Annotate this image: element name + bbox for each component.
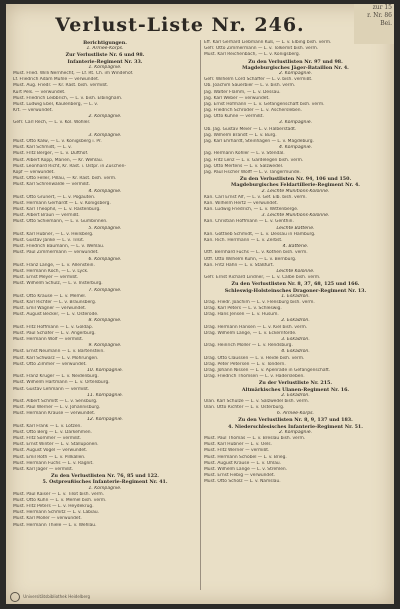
subsection-heading: 3. Eskadron. — [281, 337, 310, 342]
subsection-heading: 1. Kompagnie. — [88, 64, 122, 70]
casualty-entry: Must. Franz Lange, — L. v. Allenstein. — [13, 262, 95, 268]
section-heading: Zur Verlustliste Nr. 6 und 98. — [65, 52, 145, 59]
casualty-entry: Must. Wilhelm Schulz, — L. v. Insterburg. — [13, 281, 103, 287]
casualty-entry: Gefr. Ernst Richard Lindner, — L. v. Calbe bish. verm. — [204, 275, 321, 281]
subsection-heading: 2. Kompagnie. — [278, 429, 313, 435]
casualty-entry: Must. Otto Krause — L. v. Memel. — [13, 293, 87, 299]
casualty-entry: Must. Otto Zimmer — verwundet. — [13, 361, 87, 367]
casualty-entry: Must. Karl Möller — verwundet. — [13, 516, 82, 522]
casualty-entry: Must. Otto Scholz — L. v. Namslau. — [204, 479, 281, 485]
casualty-entry: Must. Emil Wagner — verwundet. — [13, 306, 87, 312]
left-column — [10, 40, 200, 590]
casualty-entry: Kurt Pels. — verwundet. — [13, 89, 66, 95]
subsection-heading: 6. Armee-Korps. — [277, 411, 314, 417]
casualty-entry: Kan. Rich. Herrmann — L. v. Zerbst. — [204, 238, 283, 243]
section-heading: Altmärkisches Ulanen-Regiment Nr. 16. — [241, 386, 350, 393]
subsection-heading: 12. Kompagnie. — [86, 417, 124, 423]
subsection-heading: 4. Kompagnie. — [88, 188, 122, 194]
casualty-entry: Must. Wilhelm Lange — L. v. Strehlen. — [204, 466, 288, 472]
casualty-entry: Must. August Krause — L. v. Ohlau. — [204, 460, 282, 466]
columns — [10, 40, 390, 590]
casualty-entry: Must. Paul Schäfer — L. v. Angerburg. — [13, 330, 96, 336]
casualty-entry: Ulan. Karl Schulze — L. v. Salzwedel bish. verm. — [204, 398, 310, 404]
casualty-entry: Must. Hermann Fuchs — L. v. Ragnit. — [13, 460, 94, 466]
casualty-entry: Must. Otto Schiemann, — L. v. Gumbinnen. — [13, 219, 108, 225]
casualty-entry: Must. Karl Schrenwalde — vermißt. — [13, 182, 91, 188]
casualty-entry: Must. August Becker, — L. v. Osterode. — [13, 312, 99, 318]
casualty-entry: Must. Karl Schwarz — L. v. Mohrungen. — [13, 355, 99, 361]
casualty-entry: Must. Karl Jäger — vermißt. — [13, 466, 74, 472]
casualty-entry: Must. Otto Berg — L. v. Darkehmen. — [13, 429, 92, 435]
casualty-entry: Kan. Ludwig Friedrich, — L. v. Wittenberge. — [204, 207, 299, 213]
casualty-entry: Ob. Joachim Sauerbier — L. v. bish. verm. — [204, 83, 296, 89]
casualty-entry: Jäg. Friedrich Schröder — L. v. Aschersleben. — [204, 108, 302, 114]
section-heading: 4. Niederschlesisches Infanterie-Regiment Nr. 51. — [228, 423, 363, 430]
casualty-entry: Must. Ernst Neumann — L. v. Bartenstein. — [13, 349, 105, 355]
casualty-entry: Ob. Jäg. Gustav Meier — L. v. Halberstadt. — [204, 126, 297, 132]
casualty-entry: Must. Friedrich Baumann, — L. v. Wehlau. — [13, 244, 105, 250]
casualty-entry: Kan. Carl Ernst Alf, — L. v. Gef. Elb. bish. verm. — [204, 194, 307, 200]
casualty-entry: Drag. Hans Jensen — L. v. Husum. — [204, 312, 279, 318]
subsection-heading: 2. Kompagnie. — [278, 70, 313, 76]
casualty-entry: Utff. Otto Wilhelm Kühn, — L. v. Bernburg. — [204, 256, 297, 262]
section-heading: Zu der Verlustliste Nr. 215. — [258, 380, 333, 387]
casualty-entry: Lf. Friedrich Adam Mühle — verwundet. — [13, 77, 100, 83]
casualty-entry: Kan. Gottlieb Schmidt, — L. v. Dessau in Hamburg. — [204, 231, 316, 237]
casualty-entry: Must. Hermann Koch, — L. v. Lyck. — [13, 268, 89, 274]
library-footer — [10, 592, 90, 602]
newspaper-page — [6, 4, 394, 604]
casualty-entry: Must. Karl Richter — L. v. Braunsberg. — [13, 299, 97, 305]
subsection-heading: 7. Kompagnie. — [88, 287, 122, 293]
casualty-entry: Must. Hermann Schöbel — L. v. Brieg. — [204, 454, 287, 460]
casualty-entry: Gefr. Otto Zimmermann — L. v. Tolkemit bish. verm. — [204, 46, 319, 52]
casualty-entry: Must. Fritz Werner — vermißt. — [204, 448, 270, 454]
subsection-heading: 2. Leichte Munitions-Kolonne. — [261, 188, 330, 194]
casualty-entry: Must. Aug. Friedr. — Kr. Rast. bish. vermißt. — [13, 83, 109, 89]
section-heading: Infanterie-Regiment Nr. 33. — [67, 58, 143, 65]
casualty-entry: Must. Karl Theophil, — L. v. Rastenburg. — [13, 207, 101, 213]
casualty-entry: Must. Otto Kalw, — L. v. Königsberg i. Pr. — [13, 139, 102, 144]
section-heading: Zu den Verlustlisten Nr. 8, 9, 137 und 183. — [238, 417, 353, 424]
casualty-entry: Must. Hermann Krause — verwundet. — [13, 411, 96, 417]
casualty-entry: Must. Paul Werner — L. v. Johannisburg. — [13, 405, 101, 411]
casualty-entry: Must. Karl Schmidt, — L. v. — [13, 145, 72, 151]
casualty-entry: Kan. Wilhelm Hertz — verwundet. — [204, 200, 279, 206]
casualty-entry: Must. Otto Grünert, — L. v. Pogauten. — [13, 194, 96, 200]
subsection-heading: 3. Kompagnie. — [88, 132, 122, 138]
casualty-entry: Must. Emil Roth — L. v. Pillkallen. — [13, 454, 86, 460]
section-heading: Berichtigungen. — [83, 40, 127, 46]
casualty-entry: Drag. Peter Petersen — L. v. Tondern. — [204, 361, 286, 367]
casualty-entry: Must. Fritz Hoffmann — L. v. Goldap. — [13, 324, 94, 330]
casualty-entry: Drag. Karl Peters — L. v. Schleswig. — [204, 306, 282, 312]
subsection-heading: 4. Batterie. — [282, 244, 309, 250]
casualty-entry: Must. Ludwig Ebel, Kaulenberg, — L. v. — [13, 101, 99, 107]
subsection-heading: 11. Kompagnie. — [86, 392, 124, 398]
right-column — [200, 40, 390, 590]
subsection-heading: 4. Eskadron. — [281, 349, 310, 355]
subsection-heading: 2. Kompagnie. — [88, 114, 122, 120]
library-logo-icon — [10, 592, 20, 602]
casualty-entry: Must. Wilhelm Hartmann — L. v. Ortelsburg. — [13, 380, 110, 386]
section-heading: Zu den Verlustlisten Nr. 8, 37, 68, 125 und 166. — [231, 281, 360, 288]
section-heading: Magdeburgisches Feldartillerie-Regiment Nr. 4. — [231, 182, 360, 189]
subsection-heading: 1. Kompagnie. — [88, 485, 122, 491]
section-heading: Zu den Verlustlisten Nr. 76, 85 und 122. — [51, 473, 159, 480]
casualty-entry: Must. Otto Feller, Pillau, — Kr. Rast. bish. verm. — [13, 176, 117, 182]
casualty-entry: Must. Fritz Sommer — vermißt. — [13, 436, 82, 441]
casualty-entry: Must. Fritz Berger, — L. v. Dufthof. — [13, 151, 89, 157]
casualty-entry: Must. Karl Hübner — L. v. Oels. — [204, 442, 272, 448]
corner-line-1: zur 15 — [372, 4, 392, 11]
casualty-entry: Jäg. Otto Kühne — vermißt. — [204, 114, 264, 120]
casualty-entry: Must. Gustav Janke — L. v. Tilsit. — [13, 238, 85, 243]
casualty-entry: Eff. Karl Gerhard Liebmann Kuß, — L. v. Elbing bish. verm. — [204, 40, 332, 45]
casualty-entry: Jäg. Hermann Köhler — L. v. Stendal. — [204, 151, 285, 157]
casualty-entry: Drag. Friedrich Thomsen — L. v. Hadersleben. — [204, 374, 305, 380]
casualty-entry: Jäg. Paul Fischer Wolff — L. v. Tangermünde. — [204, 169, 301, 175]
casualty-entry: Must. Gustav Lehmann — vermißt. — [13, 386, 90, 392]
casualty-entry: Drag. Friedr. Joachim — L. v. Flensburg bish. verm. — [204, 299, 315, 305]
subsection-heading: 1. Eskadron. — [281, 293, 310, 299]
casualty-entry: Must. Paul Thomas — L. v. Breslau bish. verm. — [204, 436, 306, 441]
subsection-heading: 9. Kompagnie. — [88, 343, 122, 349]
casualty-entry: Must. Karl Frank — L. v. Lötzen. — [13, 423, 82, 429]
subsection-heading: Leichte Kolonne. — [276, 268, 315, 274]
casualty-entry: Must. Fritz Peters — L. v. Heydekrug. — [13, 504, 94, 510]
section-heading: Magdeburgisches Jäger-Bataillon Nr. 4. — [242, 64, 349, 71]
casualty-entry: Jäg. Otto Mertens — L. v. Salzwedel. — [204, 163, 284, 169]
casualty-entry: Must. Hermann Schmitz — L. v. Labiau. — [13, 510, 100, 516]
casualty-entry: Must. Karl Hübner, — L. v. Heilsberg. — [13, 231, 94, 237]
subsection-heading: 8. Kompagnie. — [88, 318, 122, 324]
casualty-entry: Must. Leonhard Richt, Kr. Rast. i. Ostpr. in Zuschen- — [13, 163, 126, 169]
casualty-entry: Must. Franz Krüger — L. v. Neidenburg. — [13, 374, 99, 380]
casualty-entry: Must. Friedrich Leibbrich, — L. v. bish. Elbingham. — [13, 95, 123, 101]
subsection-heading: 4. Kompagnie. — [278, 145, 313, 151]
casualty-entry: Must. Albert Braun — vermißt. — [13, 213, 80, 219]
casualty-entry: Ulan. Otto Richter — L. v. Osterburg. — [204, 405, 285, 411]
page-title: Verlust-Liste Nr. 246. — [55, 14, 305, 36]
subsection-heading: 5. Kompagnie. — [88, 225, 122, 231]
casualty-entry: Jäg. Wilhelm Brandt — L. v. Burg. — [204, 132, 277, 138]
casualty-entry: Jäg. Karl Ehrhardt, Steinhagen — L. v. Magdeburg. — [204, 139, 314, 144]
casualty-entry: Gefr. Wilhelm Cord Schaffer — L. v. bish. vermißt. — [204, 77, 313, 83]
casualty-entry: Drag. Heinrich Möller — L. v. Rendsburg. — [204, 343, 293, 349]
casualty-entry: Must. Hermann Thiele — L. v. Wehlau. — [13, 522, 97, 528]
subsection-heading: 3. Kompagnie. — [278, 120, 313, 126]
section-heading: Schleswig-Holsteinsches Dragoner-Regiment Nr. 13. — [224, 287, 367, 294]
casualty-entry: Must. Albert Kopp, Marien, — Kr. Wehlau. — [13, 157, 104, 163]
casualty-entry: Must. Albert Schmitt — L. v. Sensburg. — [13, 398, 98, 404]
casualty-entry: Must. Ernst Meyer — vermißt. — [13, 275, 79, 281]
casualty-entry: Kopf — verwundet. — [13, 169, 55, 175]
subsection-heading: 6. Kompagnie. — [88, 256, 122, 262]
footer-text: Universitätsbibliothek Heidelberg — [23, 594, 91, 599]
casualty-entry: Must. Hermann Gerhardt — L. v. Königsberg. — [13, 200, 111, 206]
casualty-entry: Kan. Christian Hoffmann — L. v. Genthin. — [204, 219, 294, 225]
casualty-entry: Must. Hermann Wolf — vermißt. — [13, 337, 84, 342]
casualty-entry: Must. Otto Kuhn — L. v. Memel bish. verm. — [13, 497, 107, 503]
casualty-entry: Kan. Fritz Hahn — L. v. Staßfurt. — [204, 262, 274, 268]
casualty-entry: Drag. Johann Nissen — L. v. Apenrade in Gefangenschaft. — [204, 367, 331, 373]
subsection-heading: 2. Eskadron. — [281, 318, 310, 324]
casualty-entry: Must. Paul Zimmermann — verwundet. — [13, 250, 99, 256]
casualty-entry: Drag. Otto Claussen — L. v. Heide bish. verm. — [204, 355, 305, 361]
casualty-entry: Must. Ernst Fiebig — verwundet. — [204, 473, 276, 479]
casualty-entry: Gefr. Carl Rech, — L. v. Kol. Wöhler. — [13, 120, 91, 126]
casualty-entry: Jäg. Fritz Lenz — L. v. Gardelegen bish. verm. — [204, 157, 304, 163]
subsection-heading: Leichte Batterie. — [276, 225, 315, 231]
casualty-entry: Jäg. Karl Weber — verwundet. — [204, 95, 270, 101]
subsection-heading: 10. Kompagnie. — [86, 367, 124, 373]
casualty-entry: Must. Fried. Willi Nernhecht, — Lf. Rt. Ch. im Windehof. — [13, 70, 134, 76]
casualty-entry: Must. Ernst Winter — L. v. Stallupönen. — [13, 442, 99, 448]
section-heading: 5. Ostpreußisches Infanterie-Regiment Nr. 41. — [42, 479, 168, 486]
section-heading: Zu den Verlustlisten Nr. 97 und 98. — [248, 58, 343, 65]
subsection-heading: 2. Eskadron. — [281, 392, 310, 398]
casualty-entry: Jäg. Ernst Hofmann — L. v. Gefangenschaft bish. verm. — [204, 101, 325, 107]
corner-line-3: Bei. — [380, 20, 392, 27]
casualty-entry: Drag. Hermann Hansen — L. v. Kiel bish. verm. — [204, 324, 308, 330]
adjacent-page-corner — [354, 4, 394, 44]
casualty-entry: Drag. Wilhelm Lange, — L. v. Eckernförde. — [204, 330, 297, 336]
subsection-heading: 1. Armee-Korps. — [86, 46, 124, 52]
casualty-entry: Must. August Vogel — verwundet. — [13, 448, 88, 454]
casualty-entry: Must. Karl Reichenbach, — L. v. Königsberg. — [204, 52, 301, 58]
casualty-entry: Must. Paul Kaiser — L. v. Tilsit bish. verm. — [13, 491, 105, 497]
casualty-entry: Jäg. Walter Flamm, — L. v. Dessau. — [204, 89, 281, 95]
corner-line-2: r. Nr. 86 — [367, 12, 392, 19]
casualty-entry: Krt. — verwundet. — [13, 108, 53, 114]
section-heading: Zu den Verlustlisten Nr. 94, 106 und 150. — [239, 176, 352, 183]
casualty-entry: Utff. Bernhard Fuchs — L. v. Köthen bish. verm. — [204, 250, 308, 256]
subsection-heading: 3. Leichte Munitions-Kolonne. — [261, 213, 330, 219]
